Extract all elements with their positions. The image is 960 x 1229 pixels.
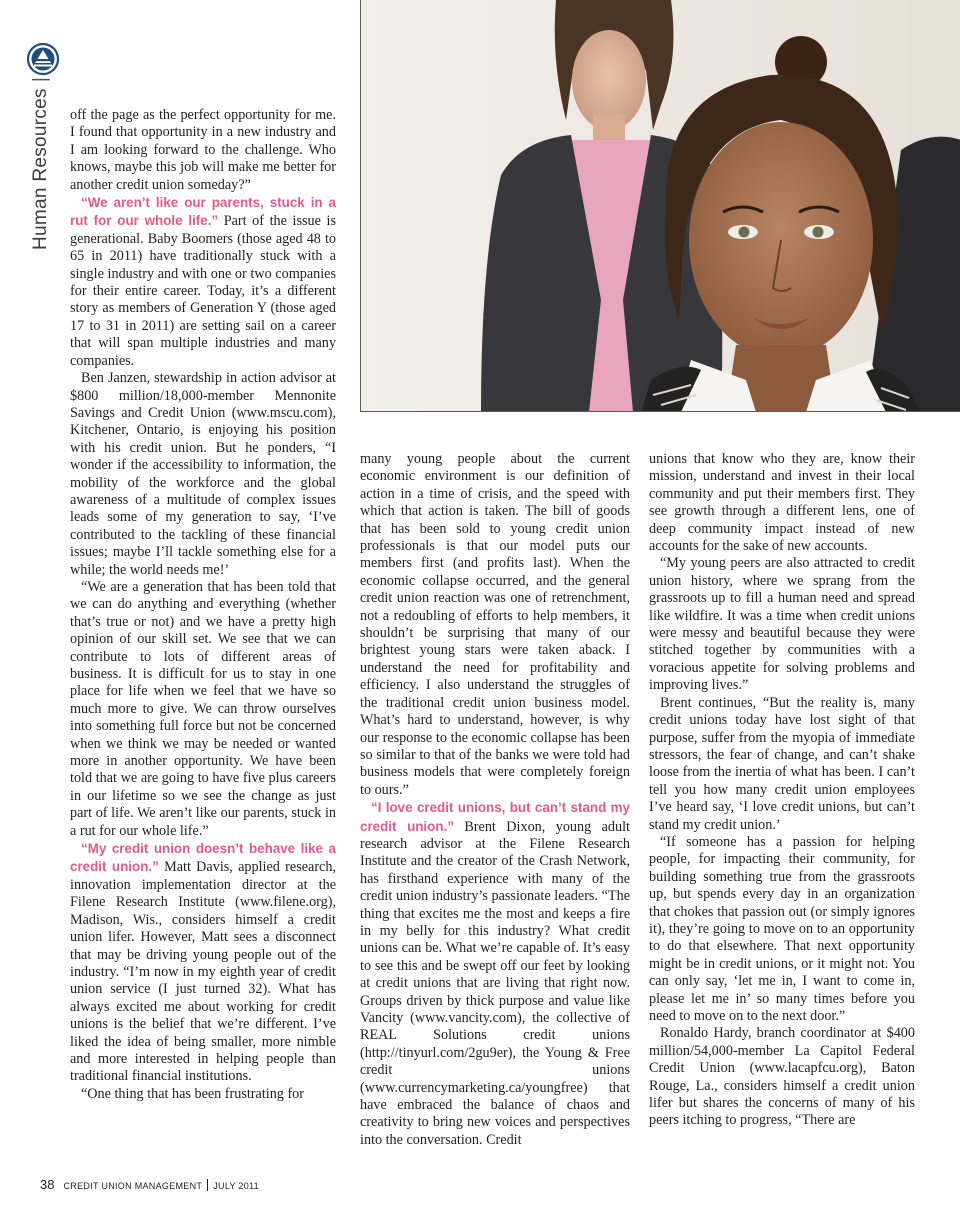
subhead-highlight: “I love credit unions, but can’t stand my credit union.” — [360, 800, 630, 834]
paragraph: “We aren’t like our parents, stuck in a rut for our whole life.” Part of the issue is generational. Baby Boomers (those aged 48 to 65 in 2011) have traditionally stuck with a single industry and with one or two companies for their entire career. Today, it’s a different story as members of Generation Y (those aged 17 to 31 in 2011) are setting sail on a career that will span multiple industries and many companies. — [70, 195, 336, 369]
logo-emblem-icon — [27, 43, 59, 75]
photo-illustration — [361, 0, 960, 412]
section-divider: | — [30, 76, 51, 83]
paragraph: “My credit union doesn’t behave like a credit union.” Matt Davis, applied research, innovation implementation director at the Filene Research Institute (www.filene.org), Madison, Wis., considers himself a credit union lifer. However, Matt sees a disconnect that may be driving young people out of the industry. “I’m now in my eighth year of credit union service (I just turned 32). What has always excited me about working for credit unions is the belief that we’re different. I’ve liked the idea of being smaller, more nimble and more interested in helping people than traditional financial institutions. — [70, 841, 336, 1085]
paragraph: “I love credit unions, but can’t stand my credit union.” Brent Dixon, young adult research advisor at the Filene Research Institute and the creator of the Crash Network, has firsthand experience with many of the credit union industry’s passionate leaders. “The thing that excites me the most and keeps a fire in my belly for this industry? What credit unions can be. What we’re capable of. It’s easy to see this and be swept off our feet by looking at credit unions that are living that right now. Groups driven by thick purpose and value like Vancity (www.vancity.com), the collective of REAL Solutions credit unions (http://tinyurl.com/2gu9er), the Young & Free credit unions (www.currencymarketing.ca/youngfree) that have embraced the balance of chaos and creativity to bring new voices and perspectives into the conversation. Credit — [360, 800, 630, 1148]
feature-photo — [360, 0, 960, 412]
footer-divider — [207, 1179, 208, 1191]
paragraph: off the page as the perfect opportunity for me. I found that opportunity in a new industry and I am looking forward to the challenge. Who knows, maybe this job will make me better for another credit union someday?” — [70, 107, 336, 193]
paragraph: many young people about the current economic environment is our definition of action in a time of crisis, and the speed with which that action is taken. The bill of goods that has been sold to young credit union professionals is that our model puts our members first (and profits last). When the economic collapse occurred, and the general credit union reaction was one of retrenchment, not a redoubling of efforts to help members, it shouldn’t be surprising that many of our brightest young stars were taken aback. I understand the need for profitability and efficiency. I also understand the struggles of the traditional credit union business model. What’s hard to understand, however, is why our response to the economic collapse has been so similar to that of the banks we were told had business models that were completely foreign to ours.” — [360, 451, 630, 798]
publication-name: CREDIT UNION MANAGEMENT — [63, 1181, 203, 1191]
page-footer — [40, 1176, 259, 1194]
paragraph: “One thing that has been frustrating for — [81, 1085, 304, 1102]
section-label — [30, 77, 52, 250]
paragraph: “We are a generation that has been told that we can do anything and everything (whether that’s true or not) and we have a pretty high opinion of our skill set. We see that we can contribute to lots of different areas of business. It is difficult for us to stay in one place for life when we feel that we have so much more to give. We can throw ourselves into something full force but not be concerned when we think we may be needed or wanted more in another opportunity. We have been told that we are going to have five plus careers in our lifetime so we see the change as just part of life. We aren’t like our parents, stuck in a rut for our whole life.” — [70, 578, 336, 839]
paragraph: Brent continues, “But the reality is, many credit unions today have lost sight of that purpose, suffer from the myopia of immediate stressors, the fear of change, and can’t shake loose from the inertia of what has been. I can’t tell you how many credit union employees I’ve heard say, ‘I love credit unions, but can’t stand my credit union.’ — [649, 694, 915, 833]
paragraph: Ben Janzen, stewardship in action advisor at $800 million/18,000-member Mennonite Savings and Credit Union (www.mscu.com), Kitchener, Ontario, is enjoying his position with his credit union. But he ponders, “I wonder if the accessibility to information, the mobility of the workforce and the global awareness of a multitude of complex issues leads some of my generation to say, ‘I’ve contributed to the tackling of these financial issues; maybe I’ll tackle something else for a while; the world needs me!’ — [70, 370, 336, 578]
article-column-3 — [649, 451, 915, 1130]
article-column-2 — [360, 451, 630, 1149]
issue-date: JULY 2011 — [213, 1181, 259, 1191]
paragraph: “If someone has a passion for helping people, for impacting their community, for building something true from the grassroots up, but spends every day in an organization that chokes that passion out (or simply ignores it), they’re going to move on to an opportunity to do that elsewhere. That next opportunity might be in credit unions, or it might not. You can only say, ‘let me in, I want to come in, please let me in’ so many times before you need to move on to the next door.” — [649, 833, 915, 1024]
subhead-highlight: “My credit union doesn’t behave like a credit union.” — [70, 841, 336, 875]
paragraph: “My young peers are also attracted to credit union history, where we sprang from the grassroots up to fill a human need and spread like wildfire. It was a time when credit unions were messy and beautiful because they were stitched together by communities with a voracious appetite for solving problems and improving lives.” — [649, 555, 915, 694]
page-number: 38 — [40, 1177, 55, 1192]
subhead-highlight: “We aren’t like our parents, stuck in a rut for our whole life.” — [70, 195, 336, 229]
section-label-text: Human Resources — [30, 88, 51, 250]
paragraph: Ronaldo Hardy, branch coordinator at $400 million/54,000-member La Capitol Federal Credit Union (www.lacapfcu.org), Baton Rouge, La., considers himself a credit union lifer but shares the concerns of many of his peers itching to progress, “There are — [649, 1025, 915, 1129]
article-column-1 — [70, 107, 336, 1103]
paragraph: unions that know who they are, know their mission, understand and invest in their local community and put their members first. They see growth through a different lens, one of deep community impact instead of new accounts for the sake of new accounts. — [649, 451, 915, 555]
